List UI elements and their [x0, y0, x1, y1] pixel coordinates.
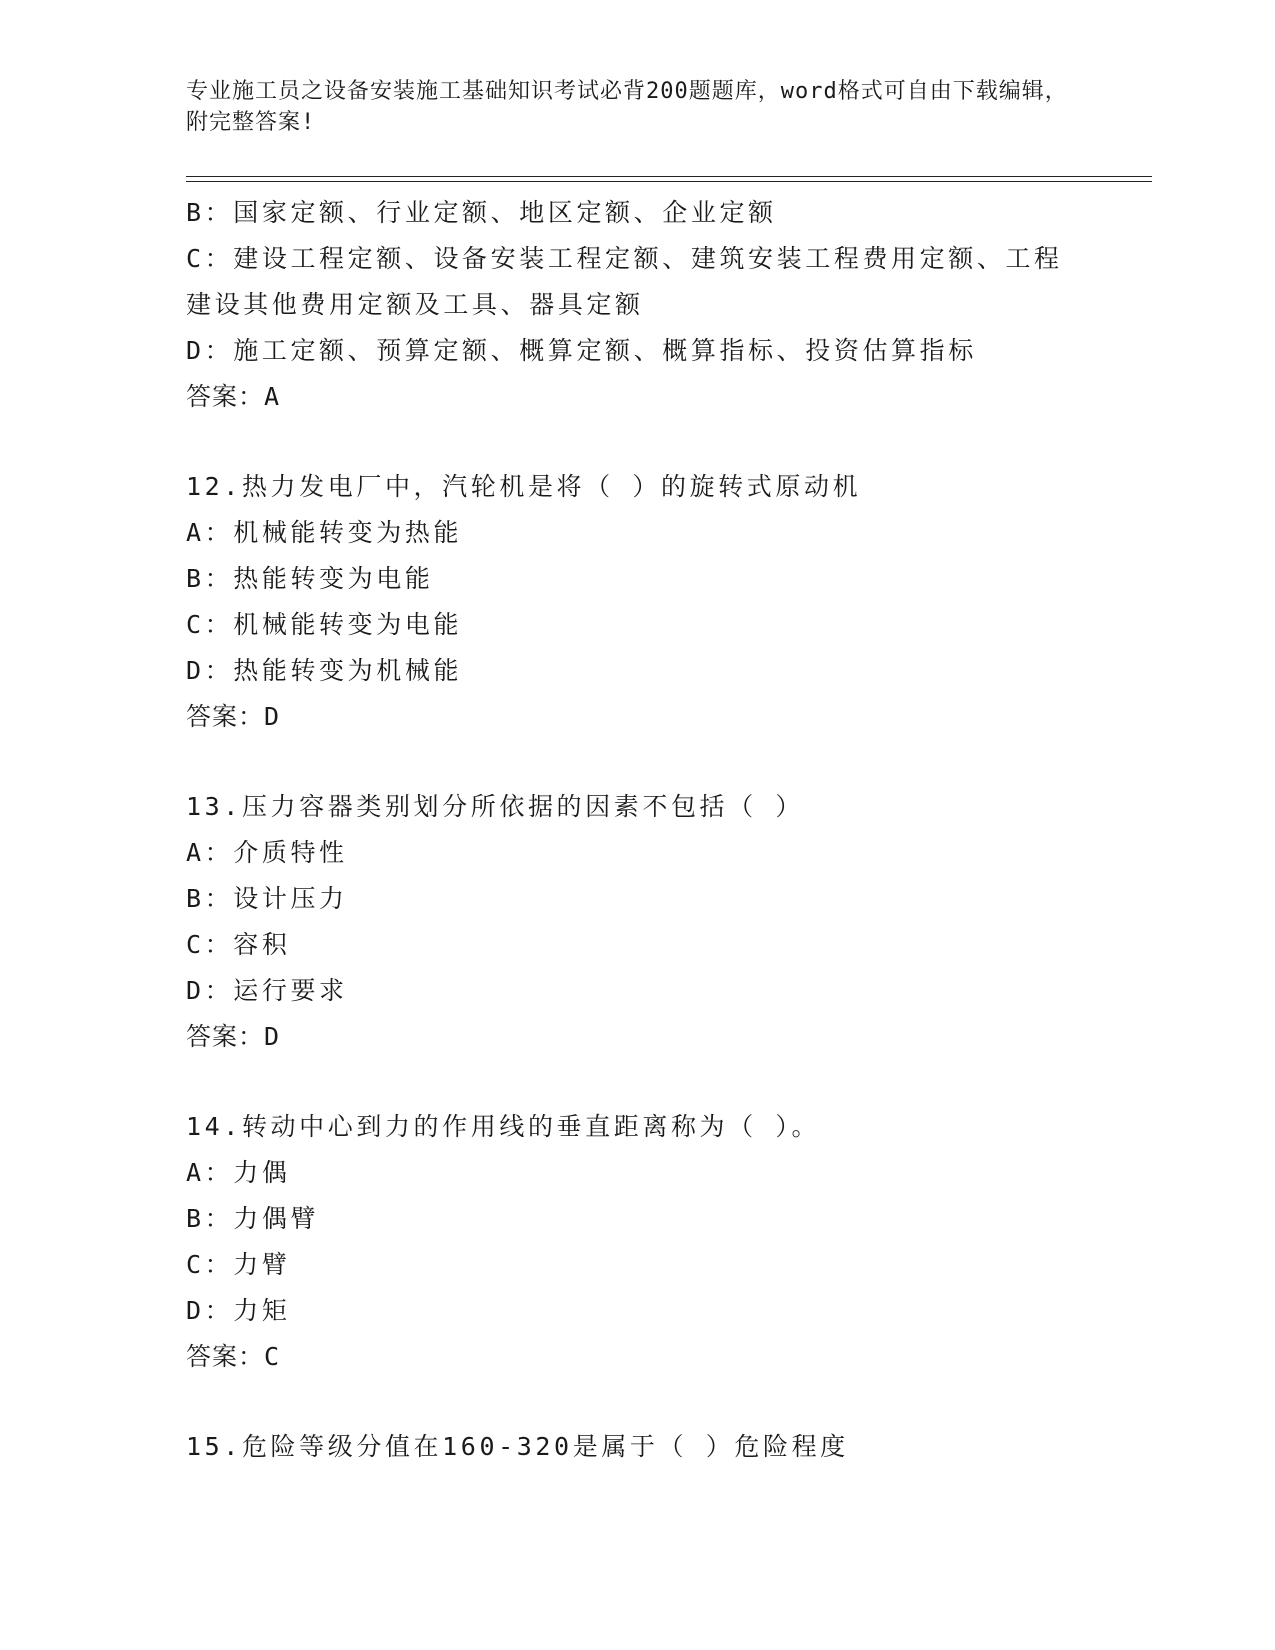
- question-text: 15.危险等级分值在160-320是属于（ ）危险程度: [186, 1432, 849, 1461]
- option-c: C：机械能转变为电能: [186, 610, 463, 639]
- question-text: 13.压力容器类别划分所依据的因素不包括（ ）: [186, 792, 805, 821]
- answer: 答案：A: [186, 382, 281, 411]
- option-d: D：热能转变为机械能: [186, 656, 463, 685]
- question-13: [186, 784, 1086, 1060]
- option-b: B：力偶臂: [186, 1204, 320, 1233]
- header-divider-top: [186, 176, 1152, 177]
- question-12: [186, 464, 1086, 740]
- answer: 答案：D: [186, 1022, 281, 1051]
- option-a: A：力偶: [186, 1158, 291, 1187]
- question-11-continued: [186, 190, 1086, 420]
- option-c: C：容积: [186, 930, 291, 959]
- option-b: B：设计压力: [186, 884, 348, 913]
- question-text: 12.热力发电厂中，汽轮机是将（ ）的旋转式原动机: [186, 472, 862, 501]
- option-a: A：机械能转变为热能: [186, 518, 463, 547]
- option-b: B：热能转变为电能: [186, 564, 434, 593]
- option-d: D：施工定额、预算定额、概算定额、概算指标、投资估算指标: [186, 336, 977, 365]
- option-c: C：建设工程定额、设备安装工程定额、建筑安装工程费用定额、工程建设其他费用定额及工具、器具定额: [186, 244, 1063, 319]
- document-header: 专业施工员之设备安装施工基础知识考试必背200题题库，word格式可自由下载编辑，附完整答案!: [186, 79, 1068, 135]
- question-text: 14.转动中心到力的作用线的垂直距离称为（ ）。: [186, 1112, 821, 1141]
- option-a: A：介质特性: [186, 838, 348, 867]
- option-d: D：运行要求: [186, 976, 348, 1005]
- question-15: [186, 1424, 1086, 1470]
- option-d: D：力矩: [186, 1296, 291, 1325]
- question-14: [186, 1104, 1086, 1380]
- option-c: C：力臂: [186, 1250, 291, 1279]
- option-b: B：国家定额、行业定额、地区定额、企业定额: [186, 198, 777, 227]
- answer: 答案：C: [186, 1342, 281, 1371]
- header-divider-bottom: [186, 181, 1152, 182]
- question-list: [186, 190, 1086, 1470]
- answer: 答案：D: [186, 702, 281, 731]
